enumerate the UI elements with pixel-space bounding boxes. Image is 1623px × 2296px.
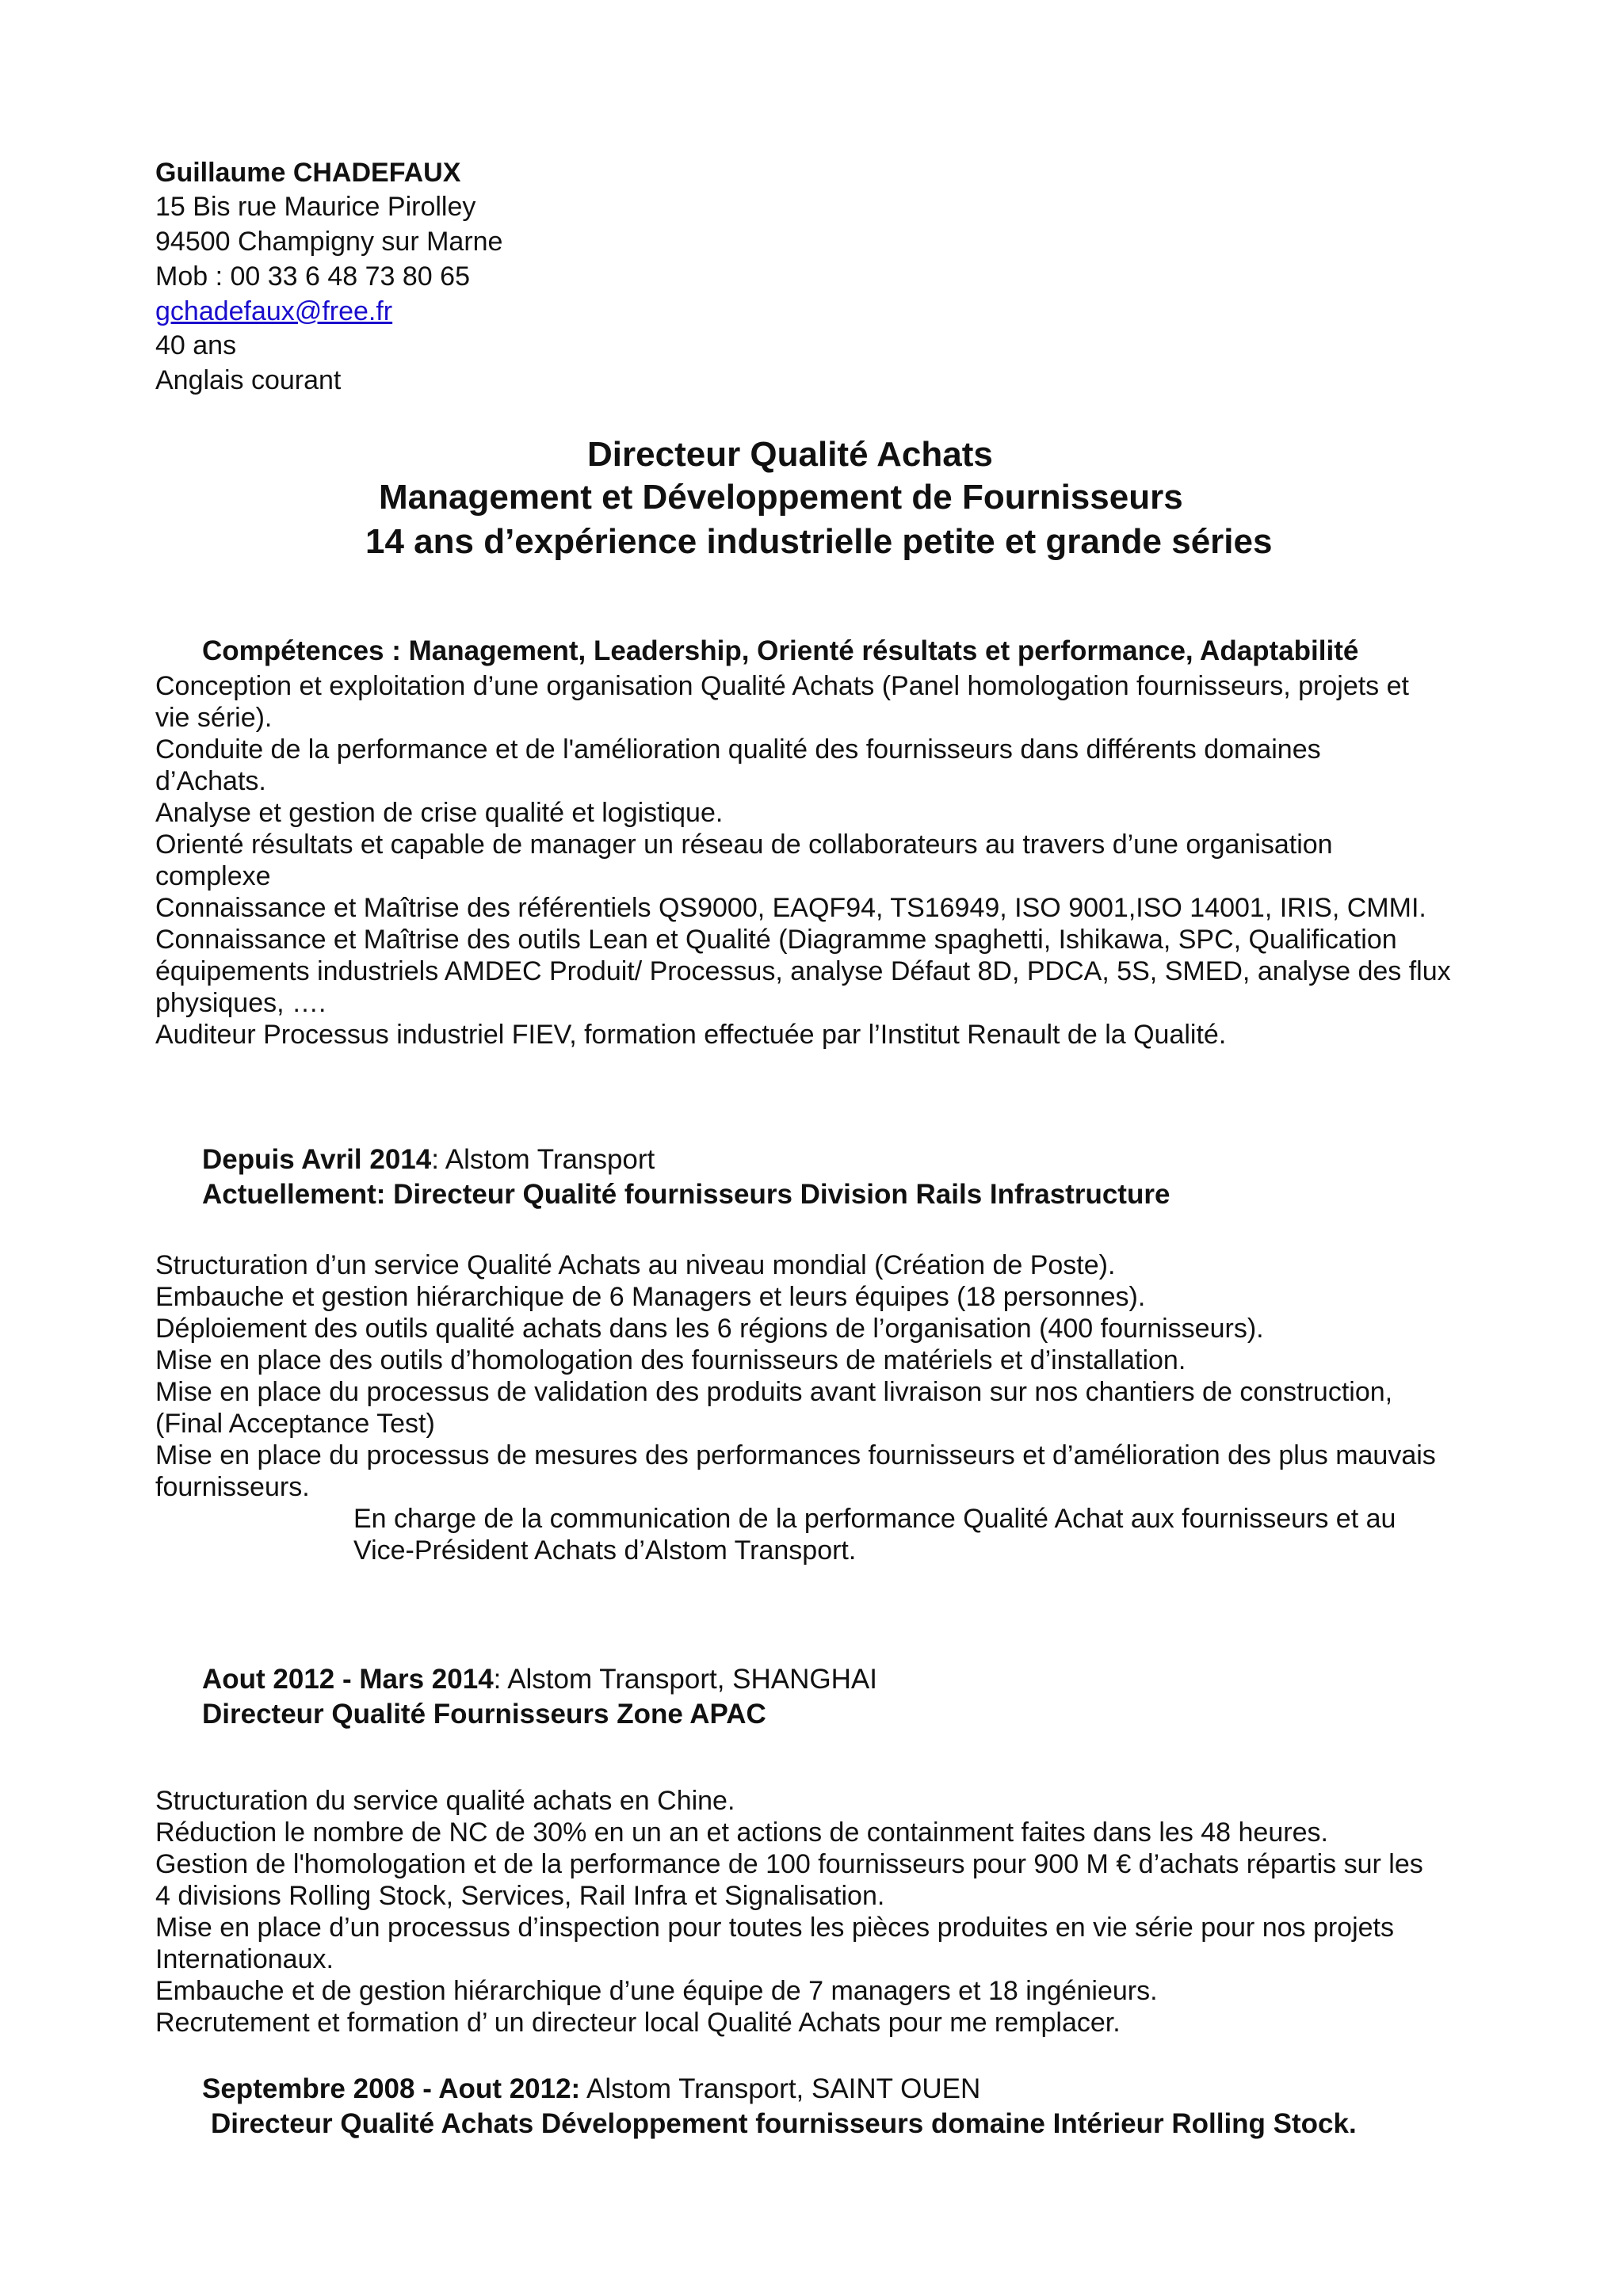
experience-3-company: Alstom Transport, SAINT OUEN	[580, 2073, 981, 2104]
experience-1-header	[202, 1144, 655, 1176]
experience-1-period: Depuis Avril 2014	[202, 1144, 432, 1175]
experience-1-line: fournisseurs.	[155, 1472, 310, 1502]
experience-2-line: Internationaux.	[155, 1944, 334, 1974]
competence-line: équipements industriels AMDEC Produit/ Processus, analyse Défaut 8D, PDCA, 5S, SMED, analyse des flux	[155, 956, 1451, 986]
competence-line: Orienté résultats et capable de manager un réseau de collaborateurs au travers d’une organisation	[155, 830, 1333, 860]
experience-2-line: 4 divisions Rolling Stock, Services, Rail Infra et Signalisation.	[155, 1881, 885, 1911]
experience-2-line: Structuration du service qualité achats en Chine.	[155, 1786, 735, 1816]
competence-line: complexe	[155, 861, 271, 891]
experience-1-indent-line: Vice-Président Achats d’Alstom Transport.	[353, 1535, 857, 1566]
experience-1-line: Embauche et gestion hiérarchique de 6 Managers et leurs équipes (18 personnes).	[155, 1282, 1146, 1312]
experience-3-period: Septembre 2008 - Aout 2012:	[202, 2073, 581, 2104]
competence-line: Auditeur Processus industriel FIEV, formation effectuée par l’Institut Renault de la Qualité.	[155, 1020, 1227, 1050]
address-line-2: 94500 Champigny sur Marne	[155, 227, 503, 257]
experience-2-role: Directeur Qualité Fournisseurs Zone APAC	[202, 1699, 766, 1730]
competence-line: vie série).	[155, 703, 273, 733]
experience-2-line: Recrutement et formation d’ un directeur local Qualité Achats pour me remplacer.	[155, 2008, 1121, 2038]
experience-1-line: Mise en place des outils d’homologation des fournisseurs de matériels et d’installation.	[155, 1345, 1186, 1375]
experience-2-period: Aout 2012 - Mars 2014	[202, 1664, 494, 1695]
competence-line: d’Achats.	[155, 766, 266, 796]
language: Anglais courant	[155, 365, 342, 395]
experience-1-role: Actuellement: Directeur Qualité fournisseurs Division Rails Infrastructure	[202, 1179, 1170, 1210]
experience-2-line: Mise en place d’un processus d’inspection pour toutes les pièces produites en vie série pour nos projets	[155, 1913, 1395, 1943]
experience-1-line: Mise en place du processus de validation des produits avant livraison sur nos chantiers de construction,	[155, 1377, 1393, 1407]
age: 40 ans	[155, 330, 237, 360]
competence-line: Connaissance et Maîtrise des outils Lean et Qualité (Diagramme spaghetti, Ishikawa, SPC, Qualification	[155, 925, 1397, 955]
experience-1-indent-line: En charge de la communication de la performance Qualité Achat aux fournisseurs et au	[353, 1504, 1396, 1534]
competence-line: Analyse et gestion de crise qualité et logistique.	[155, 798, 724, 828]
candidate-name: Guillaume CHADEFAUX	[155, 158, 461, 188]
experience-3-role: Directeur Qualité Achats Développement fournisseurs domaine Intérieur Rolling Stock.	[211, 2108, 1357, 2139]
experience-2-line: Gestion de l'homologation et de la performance de 100 fournisseurs pour 900 M € d’achats répartis sur les	[155, 1849, 1423, 1879]
headline-subtitle: Management et Développement de Fournisseurs	[379, 478, 1183, 517]
competence-line: Conception et exploitation d’une organisation Qualité Achats (Panel homologation fournisseurs, projets et	[155, 671, 1409, 701]
experience-2-line: Réduction le nombre de NC de 30% en un an et actions de containment faites dans les 48 heures.	[155, 1817, 1328, 1848]
experience-2-header	[202, 1664, 877, 1695]
headline-title: Directeur Qualité Achats	[587, 435, 993, 474]
experience-1-line: Mise en place du processus de mesures des performances fournisseurs et d’amélioration des plus mauvais	[155, 1440, 1436, 1470]
competence-line: Conduite de la performance et de l'amélioration qualité des fournisseurs dans différents domaines	[155, 734, 1321, 765]
experience-2-line: Embauche et de gestion hiérarchique d’une équipe de 7 managers et 18 ingénieurs.	[155, 1976, 1158, 2006]
experience-3-header	[202, 2073, 980, 2105]
headline-experience: 14 ans d’expérience industrielle petite et grande séries	[365, 522, 1273, 561]
email-link[interactable]: gchadefaux@free.fr	[155, 296, 393, 326]
experience-1-line: Déploiement des outils qualité achats dans les 6 régions de l’organisation (400 fournisseurs).	[155, 1314, 1264, 1344]
experience-2-company: : Alstom Transport, SHANGHAI	[493, 1664, 877, 1695]
mobile-number: Mob : 00 33 6 48 73 80 65	[155, 261, 470, 292]
experience-1-company: : Alstom Transport	[431, 1144, 655, 1175]
competence-line: Connaissance et Maîtrise des référentiels QS9000, EAQF94, TS16949, ISO 9001,ISO 14001, IRIS, CMMI.	[155, 893, 1426, 923]
address-line-1: 15 Bis rue Maurice Pirolley	[155, 192, 476, 222]
experience-1-line: (Final Acceptance Test)	[155, 1409, 435, 1439]
competences-heading: Compétences : Management, Leadership, Orienté résultats et performance, Adaptabilité	[202, 635, 1359, 666]
competence-line: physiques, ….	[155, 988, 327, 1018]
experience-1-line: Structuration d’un service Qualité Achats au niveau mondial (Création de Poste).	[155, 1250, 1116, 1280]
